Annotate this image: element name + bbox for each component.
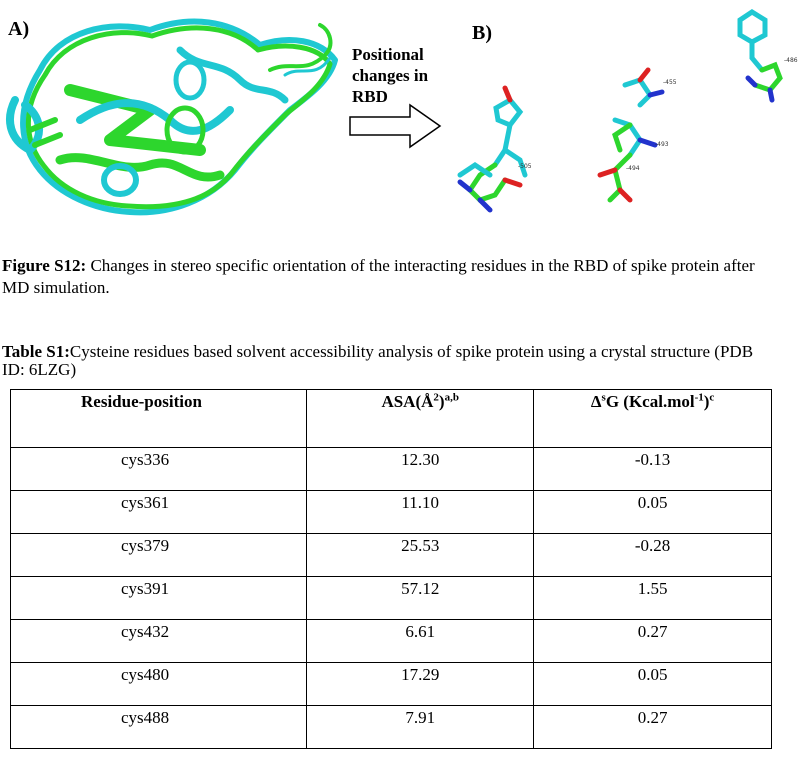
cell-delta-g: 0.27 bbox=[534, 620, 772, 663]
cell-residue: cys488 bbox=[11, 706, 307, 749]
cell-asa: 7.91 bbox=[307, 706, 534, 749]
panel-a-label: A) bbox=[8, 18, 30, 40]
protein-ribbon-structure bbox=[10, 22, 335, 213]
residue-label: -494 bbox=[626, 165, 640, 172]
table-caption bbox=[2, 343, 762, 379]
cell-residue: cys336 bbox=[11, 448, 307, 491]
cell-asa: 57.12 bbox=[307, 577, 534, 620]
residue-label: -505 bbox=[518, 163, 532, 170]
table-row bbox=[11, 448, 772, 491]
residue-label: -486 bbox=[784, 57, 798, 64]
residue-stick-models bbox=[460, 12, 780, 210]
arrow-text-line: RBD bbox=[352, 87, 388, 106]
residue-label: -493 bbox=[655, 141, 669, 148]
header-delta-g: $\Delta^sG$ (Kcal.mol$^{-1}$)$^c$ bbox=[534, 390, 772, 448]
cell-residue: cys391 bbox=[11, 577, 307, 620]
table-row bbox=[11, 491, 772, 534]
cell-delta-g: 0.05 bbox=[534, 491, 772, 534]
table-caption-text: Cysteine residues based solvent accessibility analysis of spike protein using a crystal structure (PDB ID: 6LZG) bbox=[2, 342, 754, 379]
figure-s12-image bbox=[0, 0, 800, 240]
table-row bbox=[11, 706, 772, 749]
table-row bbox=[11, 620, 772, 663]
table-caption-label: Table S1: bbox=[2, 342, 70, 361]
figure-caption-text: Changes in stereo specific orientation of the interacting residues in the RBD of spike protein after MD simulation. bbox=[2, 256, 755, 297]
cell-residue: cys379 bbox=[11, 534, 307, 577]
panel-b-label: B) bbox=[472, 22, 492, 44]
header-asa: $ASA(Å^2)^{a,b}$ bbox=[307, 390, 534, 448]
cell-asa: 25.53 bbox=[307, 534, 534, 577]
cell-asa: 6.61 bbox=[307, 620, 534, 663]
cell-residue: cys480 bbox=[11, 663, 307, 706]
right-arrow-icon bbox=[350, 105, 440, 147]
residue-label: -455 bbox=[663, 79, 677, 86]
arrow-text-line: Positional bbox=[352, 45, 424, 64]
cell-delta-g: -0.13 bbox=[534, 448, 772, 491]
cell-asa: 17.29 bbox=[307, 663, 534, 706]
cell-delta-g: -0.28 bbox=[534, 534, 772, 577]
cell-asa: 11.10 bbox=[307, 491, 534, 534]
cell-residue: cys432 bbox=[11, 620, 307, 663]
table-row bbox=[11, 663, 772, 706]
figure-caption-label: Figure S12: bbox=[2, 256, 87, 275]
figure-caption bbox=[2, 255, 762, 299]
arrow-annotation bbox=[352, 44, 428, 107]
table-row bbox=[11, 577, 772, 620]
cell-delta-g: 0.27 bbox=[534, 706, 772, 749]
header-residue-position: Residue-position bbox=[11, 390, 307, 448]
cell-residue: cys361 bbox=[11, 491, 307, 534]
solvent-accessibility-table bbox=[10, 389, 772, 749]
table-header-row bbox=[11, 390, 772, 448]
cell-asa: 12.30 bbox=[307, 448, 534, 491]
arrow-text-line: changes in bbox=[352, 66, 429, 85]
table-row bbox=[11, 534, 772, 577]
cell-delta-g: 0.05 bbox=[534, 663, 772, 706]
cell-delta-g: 1.55 bbox=[534, 577, 772, 620]
